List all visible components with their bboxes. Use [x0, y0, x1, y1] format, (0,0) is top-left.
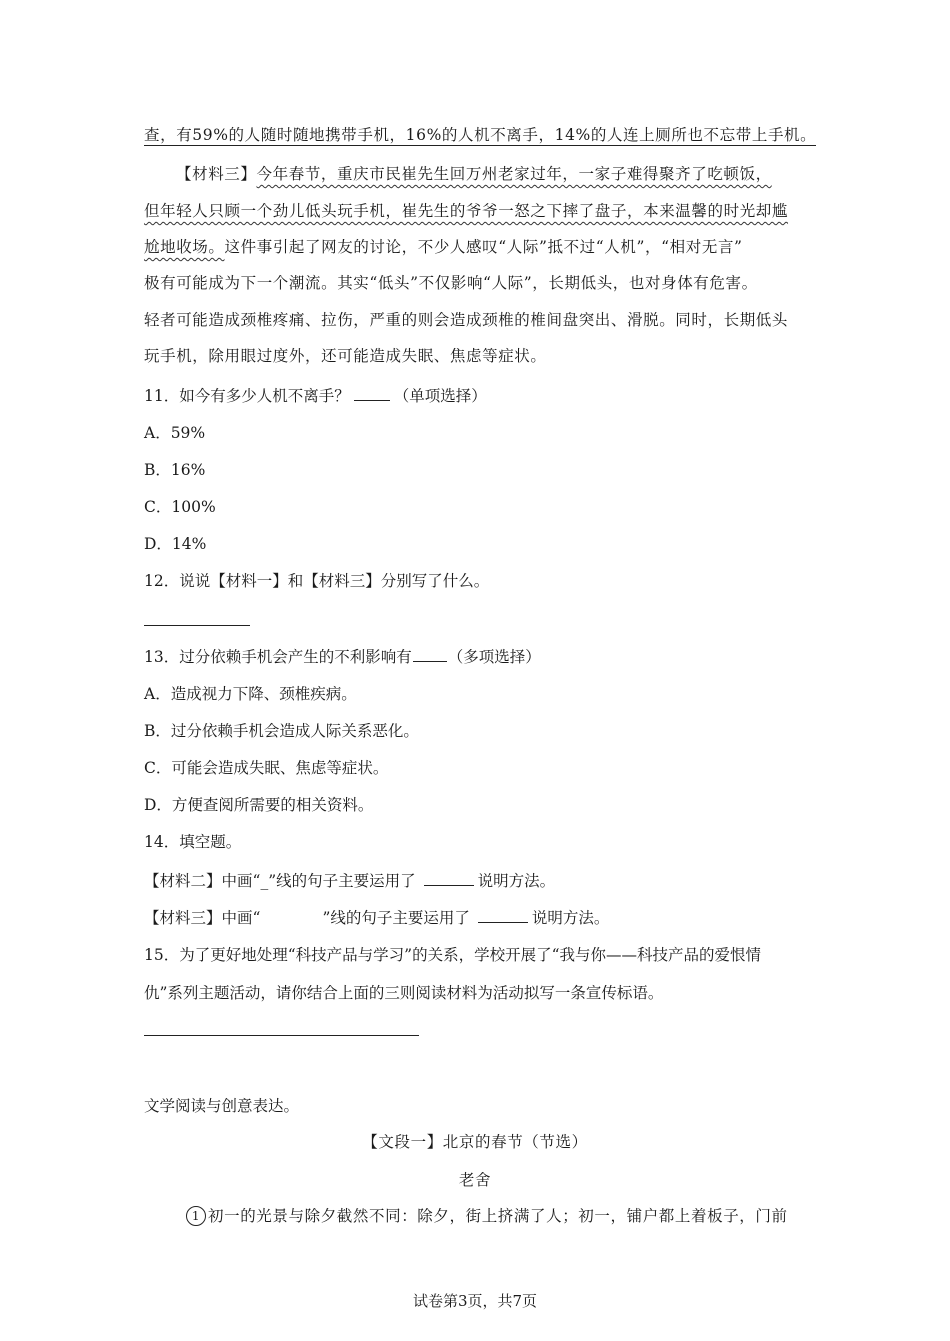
section-heading: 文学阅读与创意表达。 — [144, 1097, 300, 1115]
material3-line1: 【材料三】今年春节，重庆市民崔先生回万州老家过年，一家子难得聚齐了吃顿饭， — [176, 165, 772, 183]
q14-line2: 【材料三】中画“ ”线的句子主要运用了 说明方法。 — [144, 906, 609, 929]
material3-line3: 尬地收场。这件事引起了网友的讨论，不少人感叹“人际”抵不过“人机”，“相对无言” — [144, 238, 743, 256]
q13-answer-blank[interactable] — [413, 645, 447, 662]
q15-line1: 15．为了更好地处理“科技产品与学习”的关系，学校开展了“我与你——科技产品的爱恨情 — [144, 946, 761, 964]
q11-option-a[interactable]: A．59% — [144, 424, 206, 442]
passage-author: 老舍 — [458, 1171, 492, 1189]
q14-line1: 【材料二】中画“_”线的句子主要运用了 说明方法。 — [144, 869, 555, 892]
q13-option-c[interactable]: C．可能会造成失眠、焦虑等症状。 — [144, 759, 389, 777]
material3-label: 【材料三】 — [176, 165, 257, 183]
q11-option-b[interactable]: B．16% — [144, 461, 206, 479]
page-footer: 试卷第3页，共7页 — [412, 1292, 538, 1310]
material3-line5: 轻者可能造成颈椎疼痛、拉伤，严重的则会造成颈椎的椎间盘突出、滑脱。同时，长期低头 — [144, 311, 789, 329]
wavy-underline-sample — [260, 907, 322, 929]
material3-line2: 但年轻人只顾一个劲儿低头玩手机，崔先生的爷爷一怒之下摔了盘子，本来温馨的时光却尴 — [144, 202, 789, 220]
q14-blank-1[interactable] — [424, 869, 474, 886]
paragraph-number-badge: 1 — [186, 1206, 206, 1226]
q11-answer-blank[interactable] — [354, 384, 390, 401]
q14-blank-2[interactable] — [478, 906, 528, 923]
q11-option-c[interactable]: C．100% — [144, 498, 216, 516]
q11-option-d[interactable]: D．14% — [144, 535, 207, 553]
q14-stem: 14．填空题。 — [144, 833, 242, 851]
passage-title: 【文段一】北京的春节（节选） — [362, 1133, 588, 1151]
q12-answer-line[interactable] — [144, 625, 250, 626]
material3-line4: 极有可能成为下一个潮流。其实“低头”不仅影响“人际”，长期低头，也对身体有危害。 — [144, 274, 758, 292]
q15-answer-line[interactable] — [144, 1035, 419, 1036]
q13-option-a[interactable]: A．造成视力下降、颈椎疾病。 — [144, 685, 357, 703]
passage-paragraph-1: 1 初一的光景与除夕截然不同：除夕，街上挤满了人；初一，铺户都上着板子，门前 — [186, 1205, 788, 1227]
q13-option-b[interactable]: B．过分依赖手机会造成人际关系恶化。 — [144, 722, 419, 740]
q13-option-d[interactable]: D．方便查阅所需要的相关资料。 — [144, 796, 374, 814]
q11-stem: 11．如今有多少人机不离手？ （单项选择） — [144, 384, 487, 407]
material3-line6: 玩手机，除用眼过度外，还可能造成失眠、焦虑等症状。 — [144, 347, 547, 365]
q12-stem: 12．说说【材料一】和【材料三】分别写了什么。 — [144, 572, 490, 590]
material2-tail: 查，有59%的人随时随地携带手机，16%的人机不离手，14%的人连上厕所也不忘带上手机。 — [144, 126, 817, 144]
q13-stem: 13．过分依赖手机会产生的不利影响有 （多项选择） — [144, 645, 541, 668]
q15-line2: 仇”系列主题活动，请你结合上面的三则阅读材料为活动拟写一条宣传标语。 — [144, 984, 664, 1002]
